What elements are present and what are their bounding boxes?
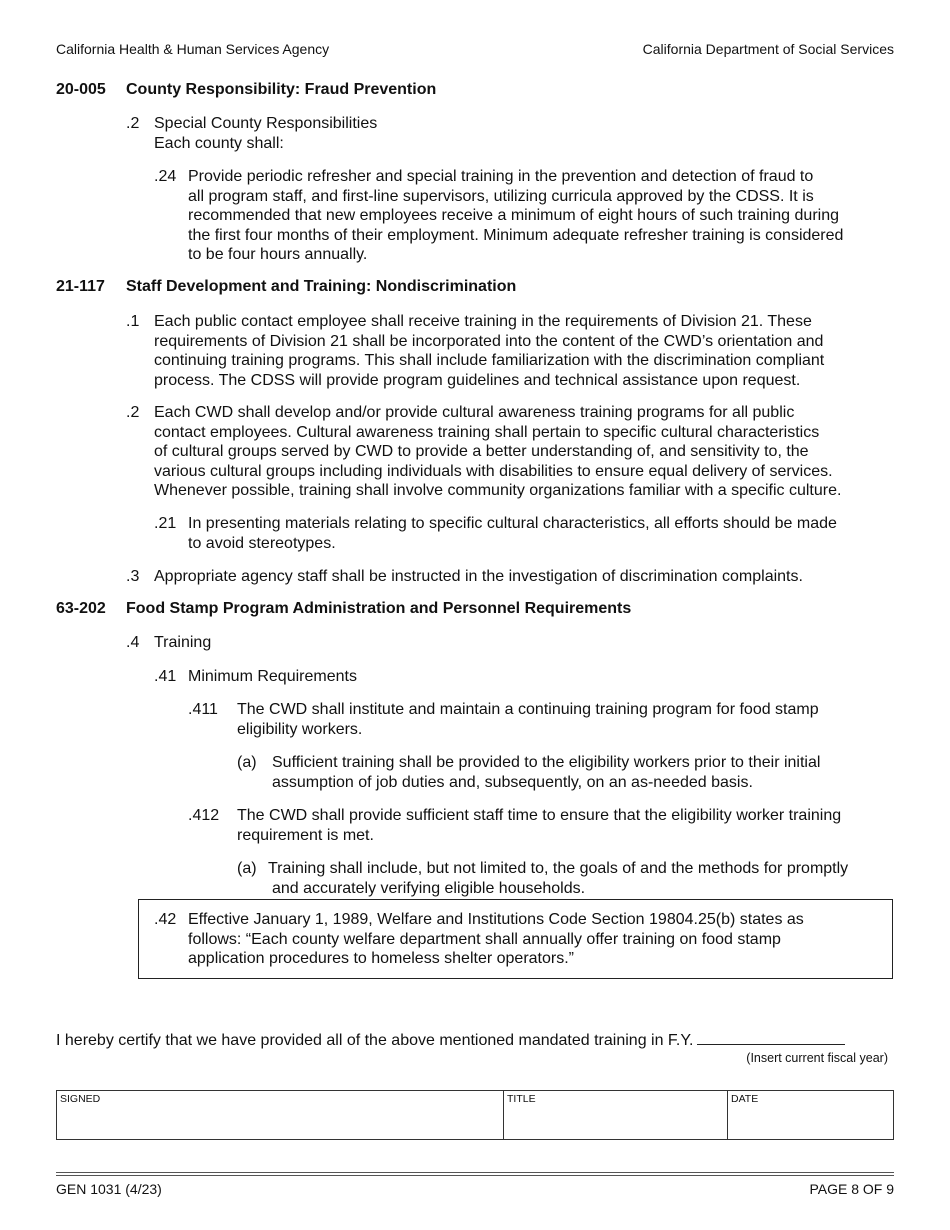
paragraph-label: .4 [126, 634, 140, 651]
paragraph-line: process. The CDSS will provide program guidelines and technical assistance upon request. [154, 371, 801, 389]
paragraph-label: (a) [237, 754, 257, 771]
paragraph-label: .21 [154, 515, 177, 532]
section-number: 21-117 [56, 278, 105, 295]
certification-statement [56, 1030, 845, 1050]
section-title: Food Stamp Program Administration and Personnel Requirements [126, 600, 632, 617]
paragraph-line: and accurately verifying eligible households. [272, 879, 586, 897]
section-number: 63-202 [56, 600, 106, 617]
fiscal-year-note: (Insert current fiscal year) [746, 1051, 888, 1065]
agency-header: California Health & Human Services Agency [56, 41, 330, 57]
section-title: County Responsibility: Fraud Prevention [126, 81, 437, 98]
date-field[interactable] [728, 1091, 894, 1139]
paragraph-label: .3 [126, 568, 140, 585]
form-number: GEN 1031 (4/23) [56, 1181, 162, 1197]
section-heading [56, 600, 631, 618]
paragraph-label: .41 [154, 668, 177, 685]
certification-text: I hereby certify that we have provided all of the above mentioned mandated training in F.Y. [56, 1032, 694, 1049]
footer-divider [56, 1175, 894, 1176]
paragraph-line: Sufficient training shall be provided to the eligibility workers prior to their initial [272, 754, 821, 771]
signature-table [56, 1090, 894, 1140]
section-heading [56, 278, 516, 296]
page-number: PAGE 8 OF 9 [809, 1181, 894, 1197]
paragraph-line: requirements of Division 21 shall be incorporated into the content of the CWD’s orientation and [154, 332, 824, 350]
title-field[interactable] [504, 1091, 728, 1139]
paragraph-line: The CWD shall institute and maintain a continuing training program for food stamp [237, 701, 819, 718]
paragraph-label: .24 [154, 168, 177, 185]
paragraph-line: assumption of job duties and, subsequently, on an as-needed basis. [272, 773, 753, 791]
paragraph-line: application procedures to homeless shelter operators.” [188, 950, 574, 968]
paragraph-line: the first four months of their employment. Minimum adequate refresher training is considered [188, 226, 844, 244]
paragraph-line: various cultural groups including individuals with disabilities to ensure equal delivery of services. [154, 462, 833, 480]
paragraph-line: Whenever possible, training shall involve community organizations familiar with a specific culture. [154, 482, 842, 500]
signed-label: SIGNED [60, 1093, 101, 1105]
paragraph-line: continuing training programs. This shall include familiarization with the discrimination compliant [154, 352, 825, 370]
section-number: 20-005 [56, 81, 106, 98]
paragraph-line: of cultural groups served by CWD to provide a better understanding of, and sensitivity to, the [154, 443, 809, 461]
paragraph-line: Each public contact employee shall receive training in the requirements of Division 21. These [154, 313, 812, 330]
paragraph-label: .411 [188, 701, 218, 718]
paragraph-line: to be four hours annually. [188, 246, 368, 264]
paragraph-line: recommended that new employees receive a minimum of eight hours of such training during [188, 207, 839, 225]
date-label: DATE [731, 1093, 759, 1105]
paragraph-line: contact employees. Cultural awareness training shall pertain to specific cultural characteristics [154, 423, 820, 441]
paragraph-line: The CWD shall provide sufficient staff time to ensure that the eligibility worker training [237, 807, 842, 824]
fiscal-year-field[interactable] [697, 1030, 845, 1045]
paragraph-line: all program staff, and first-line supervisors, utilizing curricula approved by the CDSS. It is [188, 187, 814, 205]
paragraph-line: Training shall include, but not limited to, the goals of and the methods for promptly [268, 860, 849, 877]
paragraph-line: Effective January 1, 1989, Welfare and Institutions Code Section 19804.25(b) states as [188, 911, 804, 928]
paragraph-line: requirement is met. [237, 826, 374, 844]
title-label: TITLE [507, 1093, 536, 1105]
paragraph-label: .1 [126, 313, 140, 330]
signed-field[interactable] [57, 1091, 504, 1139]
paragraph-line: Appropriate agency staff shall be instructed in the investigation of discrimination complaints. [154, 568, 803, 585]
paragraph-label: .2 [126, 115, 140, 132]
paragraph-line: to avoid stereotypes. [188, 534, 336, 552]
paragraph-line: follows: “Each county welfare department shall annually offer training on food stamp [188, 930, 781, 948]
paragraph-line: Each CWD shall develop and/or provide cultural awareness training programs for all public [154, 404, 795, 421]
paragraph-line: Provide periodic refresher and special training in the prevention and detection of fraud to [188, 168, 814, 185]
paragraph-label: .412 [188, 807, 220, 824]
paragraph-label: .42 [154, 911, 177, 928]
section-heading [56, 81, 436, 99]
paragraph-label: .2 [126, 404, 140, 421]
paragraph-line: Training [154, 634, 212, 651]
department-header: California Department of Social Services [642, 41, 894, 57]
paragraph-line: Each county shall: [154, 134, 284, 152]
paragraph-line: Special County Responsibilities [154, 115, 378, 132]
paragraph-label: (a) [237, 860, 257, 877]
paragraph-line: In presenting materials relating to specific cultural characteristics, all efforts should be made [188, 515, 837, 532]
footer-divider [56, 1172, 894, 1173]
section-title: Staff Development and Training: Nondiscrimination [126, 278, 517, 295]
paragraph-line: eligibility workers. [237, 720, 363, 738]
paragraph-line: Minimum Requirements [188, 668, 357, 685]
